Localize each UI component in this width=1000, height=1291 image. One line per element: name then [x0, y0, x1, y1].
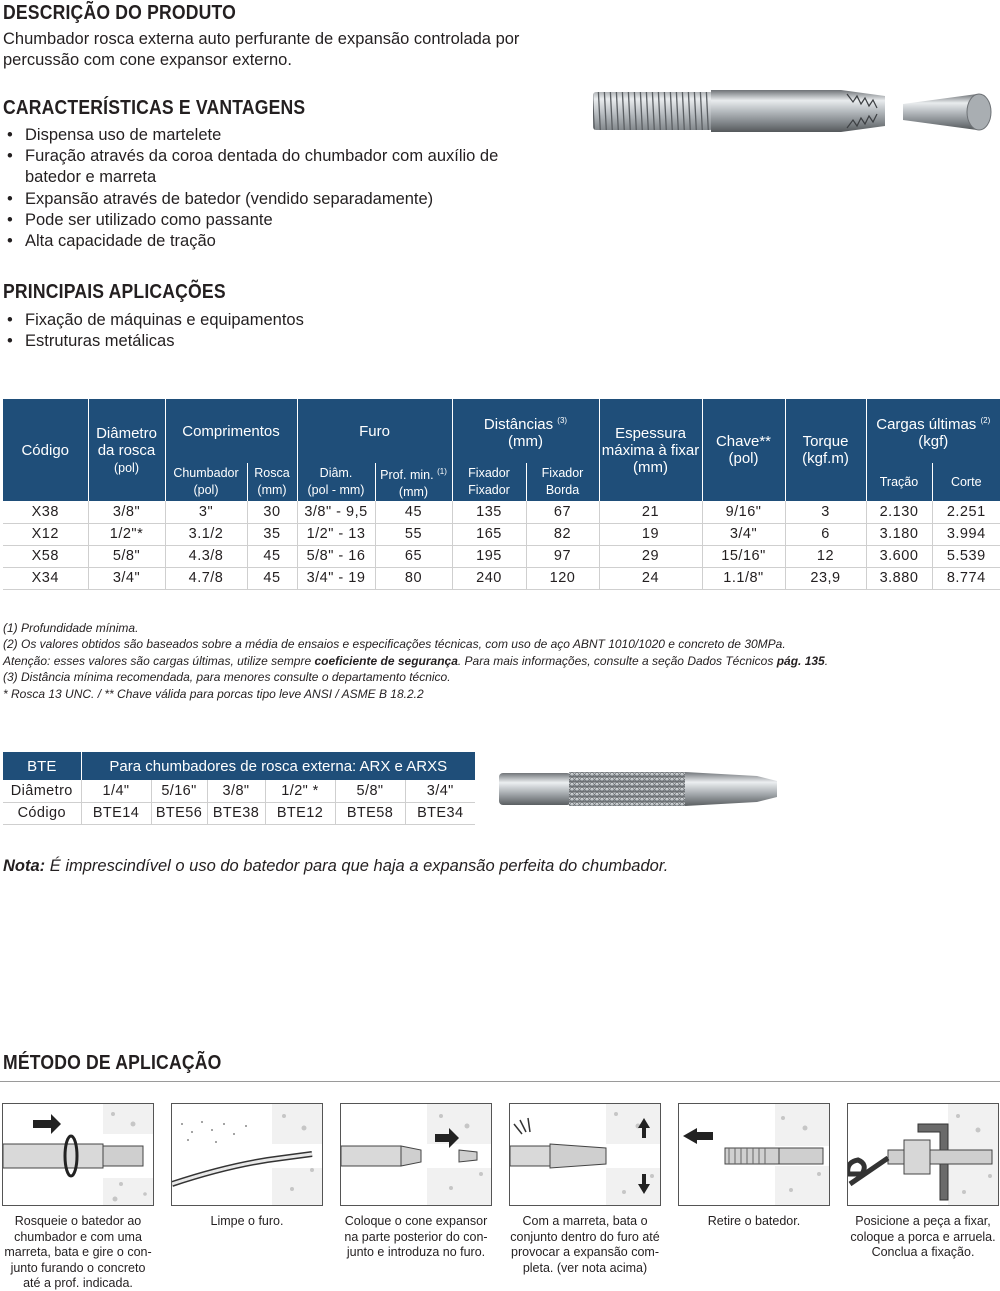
- header-comprimentos: Comprimentos: [165, 399, 297, 463]
- table-cell: 3.600: [866, 545, 932, 567]
- table-cell: 45: [247, 567, 297, 589]
- list-item: • Estruturas metálicas: [3, 331, 403, 352]
- table-cell: 120: [526, 567, 599, 589]
- footnote-2: (2) Os valores obtidos são baseados sobre a média de ensaios e especificações técnicas, com uso de aço ABNT 1010/1020 e concreto de 30MPa.: [3, 637, 786, 652]
- table-cell: X12: [3, 523, 88, 545]
- table-cell: 67: [526, 501, 599, 523]
- table-cell: 5/8": [335, 780, 405, 802]
- step-2-illustration: [171, 1103, 323, 1206]
- footnotes: [3, 620, 828, 702]
- header-rosca: Rosca (mm): [247, 463, 297, 501]
- header-chave: Chave** (pol): [702, 399, 785, 501]
- table-cell: X38: [3, 501, 88, 523]
- table-cell: 3/4": [88, 567, 165, 589]
- table-cell: 8.774: [932, 567, 1000, 589]
- table-cell: 24: [599, 567, 702, 589]
- step-1-caption: Rosqueie o batedor ao chumbador e com uma marreta, bata e gire o con- junto furando o concreto até a prof. indicada.: [4, 1214, 152, 1291]
- table-cell: 3/4": [405, 780, 475, 802]
- table-cell: 65: [375, 545, 452, 567]
- bte-header-title: Para chumbadores de rosca externa: ARX e ARXS: [81, 752, 475, 780]
- table-cell: BTE12: [265, 802, 335, 824]
- header-cargas: Cargas últimas $^{(2)}$ (kgf): [866, 399, 1000, 463]
- table-cell: 1.1/8": [702, 567, 785, 589]
- table-cell: X34: [3, 567, 88, 589]
- list-item: • Dispensa uso de martelete: [3, 125, 543, 146]
- table-cell: 240: [452, 567, 526, 589]
- table-cell: 35: [247, 523, 297, 545]
- table-cell: 135: [452, 501, 526, 523]
- table-row: [3, 501, 1000, 523]
- step-4-illustration: [509, 1103, 661, 1206]
- aplicacoes-list: [3, 310, 403, 352]
- table-cell: 45: [375, 501, 452, 523]
- table-cell: 12: [785, 545, 866, 567]
- table-cell: 3/8": [207, 780, 265, 802]
- table-cell: 82: [526, 523, 599, 545]
- bte-row-label: Código: [3, 802, 81, 824]
- table-cell: 29: [599, 545, 702, 567]
- header-distancias: Distâncias $^{(3)}$ (mm): [452, 399, 599, 463]
- table-cell: 195: [452, 545, 526, 567]
- table-cell: BTE34: [405, 802, 475, 824]
- descricao-line-2: percussão com cone expansor externo.: [3, 51, 292, 69]
- step-1-illustration: [2, 1103, 154, 1206]
- section-title-descricao: DESCRIÇÃO DO PRODUTO: [3, 2, 236, 24]
- table-cell: 45: [247, 545, 297, 567]
- table-row: [3, 523, 1000, 545]
- table-cell: 5/8": [88, 545, 165, 567]
- anchor-bolt-image: [585, 84, 997, 148]
- footnote-attention: Atenção: esses valores são cargas últimas, utilize sempre coeficiente de segurança. Para mais informações, consulte a seção Dados Técnicos pág. 135.: [3, 653, 829, 668]
- list-item: • Expansão através de batedor (vendido separadamente): [3, 189, 543, 210]
- table-cell: 97: [526, 545, 599, 567]
- header-torque: Torque (kgf.m): [785, 399, 866, 501]
- header-furo: Furo: [297, 399, 452, 463]
- header-prof: Prof. min. $^{(1)}$ (mm): [375, 463, 452, 501]
- footnote-3: (3) Distância mínima recomendada, para menores consulte o departamento técnico.: [3, 670, 451, 685]
- header-diametro: Diâmetro da rosca (pol): [88, 399, 165, 501]
- list-item: • Furação através da coroa dentada do chumbador com auxílio de batedor e marreta: [3, 146, 543, 188]
- list-item: • Pode ser utilizado como passante: [3, 210, 543, 231]
- bte-table: [3, 752, 475, 825]
- table-cell: 80: [375, 567, 452, 589]
- table-cell: 5/16": [151, 780, 207, 802]
- table-cell: 3/8": [88, 501, 165, 523]
- header-fixador-borda: Fixador Borda: [526, 463, 599, 501]
- table-cell: 3.180: [866, 523, 932, 545]
- header-corte: Corte: [932, 463, 1000, 501]
- header-codigo: Código: [3, 399, 88, 501]
- header-fixador-fixador: Fixador Fixador: [452, 463, 526, 501]
- table-cell: BTE58: [335, 802, 405, 824]
- table-cell: 1/2" *: [265, 780, 335, 802]
- table-cell: 9/16": [702, 501, 785, 523]
- table-cell: 4.7/8: [165, 567, 247, 589]
- section-title-metodo: MÉTODO DE APLICAÇÃO: [3, 1052, 222, 1074]
- bte-row-label: Diâmetro: [3, 780, 81, 802]
- list-item: • Fixação de máquinas e equipamentos: [3, 310, 403, 331]
- table-cell: 3": [165, 501, 247, 523]
- table-cell: 6: [785, 523, 866, 545]
- table-row: [3, 545, 1000, 567]
- batedor-image: [497, 767, 781, 811]
- descricao-text: [3, 29, 519, 71]
- table-row: [3, 567, 1000, 589]
- table-cell: 3.1/2: [165, 523, 247, 545]
- spec-table-body: [3, 501, 1000, 589]
- table-cell: BTE38: [207, 802, 265, 824]
- caracteristicas-list: [3, 125, 543, 252]
- table-cell: X58: [3, 545, 88, 567]
- table-cell: 3.994: [932, 523, 1000, 545]
- table-cell: 23,9: [785, 567, 866, 589]
- nota: Nota: É imprescindível o uso do batedor para que haja a expansão perfeita do chumbador.: [3, 857, 669, 875]
- table-cell: 3/4": [702, 523, 785, 545]
- table-cell: 1/4": [81, 780, 151, 802]
- table-row: [3, 780, 475, 802]
- table-cell: 2.251: [932, 501, 1000, 523]
- step-4-caption: Com a marreta, bata o conjunto dentro do furo até provocar a expansão com- pleta. (ver nota acima): [510, 1214, 660, 1275]
- header-diam: Diâm. (pol - mm): [297, 463, 375, 501]
- table-cell: 3: [785, 501, 866, 523]
- table-cell: 2.130: [866, 501, 932, 523]
- bte-header-code: BTE: [3, 752, 81, 780]
- spec-table: [3, 399, 1000, 590]
- table-cell: 15/16": [702, 545, 785, 567]
- step-3-illustration: [340, 1103, 492, 1206]
- footnote-1: (1) Profundidade mínima.: [3, 621, 139, 635]
- header-tracao: Tração: [866, 463, 932, 501]
- list-item: • Alta capacidade de tração: [3, 231, 543, 252]
- table-cell: 3/4" - 19: [297, 567, 375, 589]
- table-cell: 4.3/8: [165, 545, 247, 567]
- table-cell: BTE14: [81, 802, 151, 824]
- table-cell: 3/8" - 9,5: [297, 501, 375, 523]
- table-cell: 1/2"*: [88, 523, 165, 545]
- header-chumbador: Chumbador (pol): [165, 463, 247, 501]
- descricao-line-1: Chumbador rosca externa auto perfurante de expansão controlada por: [3, 30, 520, 48]
- table-cell: 55: [375, 523, 452, 545]
- table-cell: 3.880: [866, 567, 932, 589]
- header-espessura: Espessura máxima à fixar (mm): [599, 399, 702, 501]
- table-cell: 5/8" - 16: [297, 545, 375, 567]
- step-6-caption: Posicione a peça a fixar, coloque a porca e arruela. Conclua a fixação.: [850, 1214, 996, 1260]
- divider: [0, 1081, 1000, 1082]
- step-2-caption: Limpe o furo.: [210, 1214, 284, 1228]
- step-3-caption: Coloque o cone expansor na parte posterior do con- junto e introduza no furo.: [344, 1214, 488, 1260]
- table-cell: BTE56: [151, 802, 207, 824]
- table-cell: 5.539: [932, 545, 1000, 567]
- table-cell: 165: [452, 523, 526, 545]
- table-cell: 19: [599, 523, 702, 545]
- table-cell: 1/2" - 13: [297, 523, 375, 545]
- step-5-illustration: [678, 1103, 830, 1206]
- section-title-caracteristicas: CARACTERÍSTICAS E VANTAGENS: [3, 97, 306, 119]
- table-cell: 30: [247, 501, 297, 523]
- footnote-4: * Rosca 13 UNC. / ** Chave válida para porcas tipo leve ANSI / ASME B 18.2.2: [3, 686, 424, 701]
- step-6-illustration: [847, 1103, 999, 1206]
- section-title-aplicacoes: PRINCIPAIS APLICAÇÕES: [3, 281, 226, 303]
- table-cell: 21: [599, 501, 702, 523]
- table-row: [3, 802, 475, 824]
- step-5-caption: Retire o batedor.: [707, 1214, 801, 1228]
